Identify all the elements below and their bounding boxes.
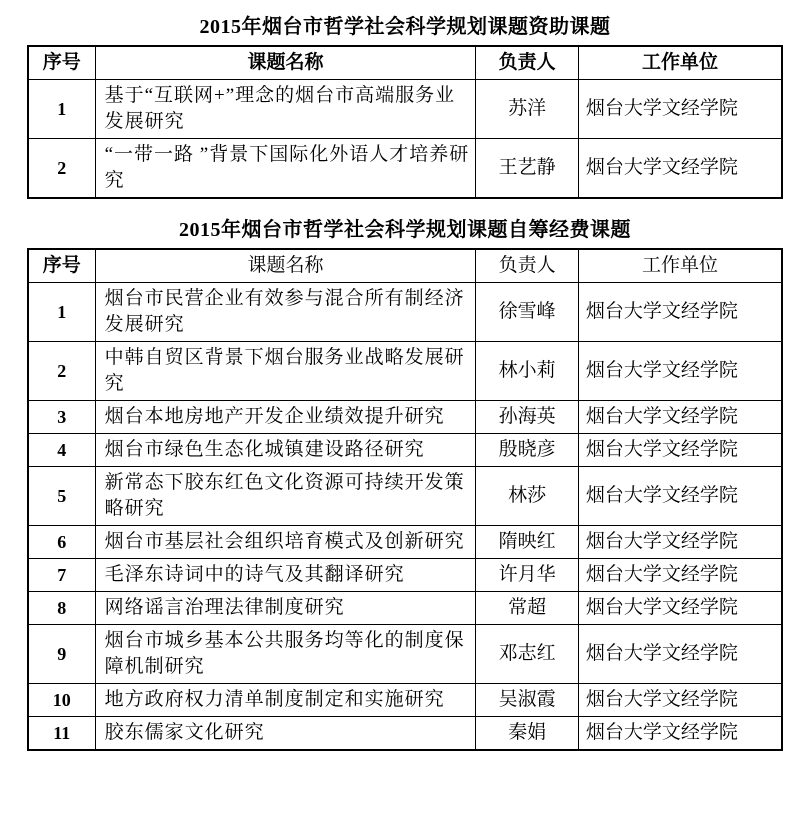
self-funded-projects-table bbox=[27, 248, 783, 751]
table-row bbox=[28, 342, 782, 401]
column-header-unit: 工作单位 bbox=[578, 46, 782, 80]
cell-no: 6 bbox=[28, 526, 95, 559]
cell-unit: 烟台大学文经学院 bbox=[578, 80, 782, 139]
column-header-no: 序号 bbox=[28, 46, 95, 80]
document-page bbox=[27, 10, 783, 751]
table-row bbox=[28, 717, 782, 751]
column-header-leader: 负责人 bbox=[476, 46, 579, 80]
table-header bbox=[28, 46, 782, 80]
cell-unit: 烟台大学文经学院 bbox=[578, 401, 782, 434]
cell-name: 地方政府权力清单制度制定和实施研究 bbox=[95, 684, 476, 717]
cell-no: 9 bbox=[28, 625, 95, 684]
cell-no: 8 bbox=[28, 592, 95, 625]
funded-projects-table bbox=[27, 45, 783, 199]
cell-leader: 王艺静 bbox=[476, 139, 579, 199]
column-header-no: 序号 bbox=[28, 249, 95, 283]
cell-name: 新常态下胶东红色文化资源可持续开发策略研究 bbox=[95, 467, 476, 526]
table-row bbox=[28, 625, 782, 684]
cell-unit: 烟台大学文经学院 bbox=[578, 434, 782, 467]
header-row bbox=[28, 249, 782, 283]
table-row bbox=[28, 139, 782, 199]
cell-leader: 吴淑霞 bbox=[476, 684, 579, 717]
cell-name: 烟台本地房地产开发企业绩效提升研究 bbox=[95, 401, 476, 434]
cell-leader: 林小莉 bbox=[476, 342, 579, 401]
cell-no: 2 bbox=[28, 139, 95, 199]
cell-leader: 常超 bbox=[476, 592, 579, 625]
cell-leader: 林莎 bbox=[476, 467, 579, 526]
cell-unit: 烟台大学文经学院 bbox=[578, 467, 782, 526]
cell-unit: 烟台大学文经学院 bbox=[578, 139, 782, 199]
cell-name: “一带一路 ”背景下国际化外语人才培养研究 bbox=[95, 139, 476, 199]
cell-unit: 烟台大学文经学院 bbox=[578, 526, 782, 559]
column-header-leader: 负责人 bbox=[476, 249, 579, 283]
cell-unit: 烟台大学文经学院 bbox=[578, 684, 782, 717]
cell-name: 烟台市绿色生态化城镇建设路径研究 bbox=[95, 434, 476, 467]
cell-unit: 烟台大学文经学院 bbox=[578, 559, 782, 592]
cell-name: 中韩自贸区背景下烟台服务业战略发展研究 bbox=[95, 342, 476, 401]
cell-no: 3 bbox=[28, 401, 95, 434]
cell-no: 5 bbox=[28, 467, 95, 526]
table-row bbox=[28, 283, 782, 342]
cell-leader: 隋映红 bbox=[476, 526, 579, 559]
cell-unit: 烟台大学文经学院 bbox=[578, 592, 782, 625]
table-row bbox=[28, 559, 782, 592]
cell-leader: 徐雪峰 bbox=[476, 283, 579, 342]
table-row bbox=[28, 434, 782, 467]
table-row bbox=[28, 467, 782, 526]
cell-no: 7 bbox=[28, 559, 95, 592]
cell-no: 1 bbox=[28, 283, 95, 342]
table-body bbox=[28, 283, 782, 751]
cell-no: 1 bbox=[28, 80, 95, 139]
column-header-unit: 工作单位 bbox=[578, 249, 782, 283]
table-row bbox=[28, 592, 782, 625]
cell-leader: 许月华 bbox=[476, 559, 579, 592]
column-header-name: 课题名称 bbox=[95, 46, 476, 80]
cell-unit: 烟台大学文经学院 bbox=[578, 717, 782, 751]
table-body bbox=[28, 80, 782, 199]
cell-name: 网络谣言治理法律制度研究 bbox=[95, 592, 476, 625]
cell-name: 毛泽东诗词中的诗气及其翻译研究 bbox=[95, 559, 476, 592]
cell-unit: 烟台大学文经学院 bbox=[578, 625, 782, 684]
cell-no: 10 bbox=[28, 684, 95, 717]
table-header bbox=[28, 249, 782, 283]
funded-projects-title: 2015年烟台市哲学社会科学规划课题资助课题 bbox=[199, 16, 611, 38]
cell-name: 基于“互联网+”理念的烟台市高端服务业发展研究 bbox=[95, 80, 476, 139]
cell-leader: 邓志红 bbox=[476, 625, 579, 684]
cell-no: 2 bbox=[28, 342, 95, 401]
cell-name: 烟台市基层社会组织培育模式及创新研究 bbox=[95, 526, 476, 559]
cell-name: 烟台市城乡基本公共服务均等化的制度保障机制研究 bbox=[95, 625, 476, 684]
table-row bbox=[28, 526, 782, 559]
cell-name: 烟台市民营企业有效参与混合所有制经济发展研究 bbox=[95, 283, 476, 342]
self-funded-projects-title: 2015年烟台市哲学社会科学规划课题自筹经费课题 bbox=[179, 219, 631, 241]
cell-no: 4 bbox=[28, 434, 95, 467]
column-header-name: 课题名称 bbox=[95, 249, 476, 283]
cell-leader: 秦娟 bbox=[476, 717, 579, 751]
table-row bbox=[28, 684, 782, 717]
cell-leader: 殷晓彦 bbox=[476, 434, 579, 467]
header-row bbox=[28, 46, 782, 80]
cell-name: 胶东儒家文化研究 bbox=[95, 717, 476, 751]
cell-leader: 苏洋 bbox=[476, 80, 579, 139]
cell-leader: 孙海英 bbox=[476, 401, 579, 434]
cell-unit: 烟台大学文经学院 bbox=[578, 283, 782, 342]
table-row bbox=[28, 401, 782, 434]
cell-unit: 烟台大学文经学院 bbox=[578, 342, 782, 401]
cell-no: 11 bbox=[28, 717, 95, 751]
table-row bbox=[28, 80, 782, 139]
